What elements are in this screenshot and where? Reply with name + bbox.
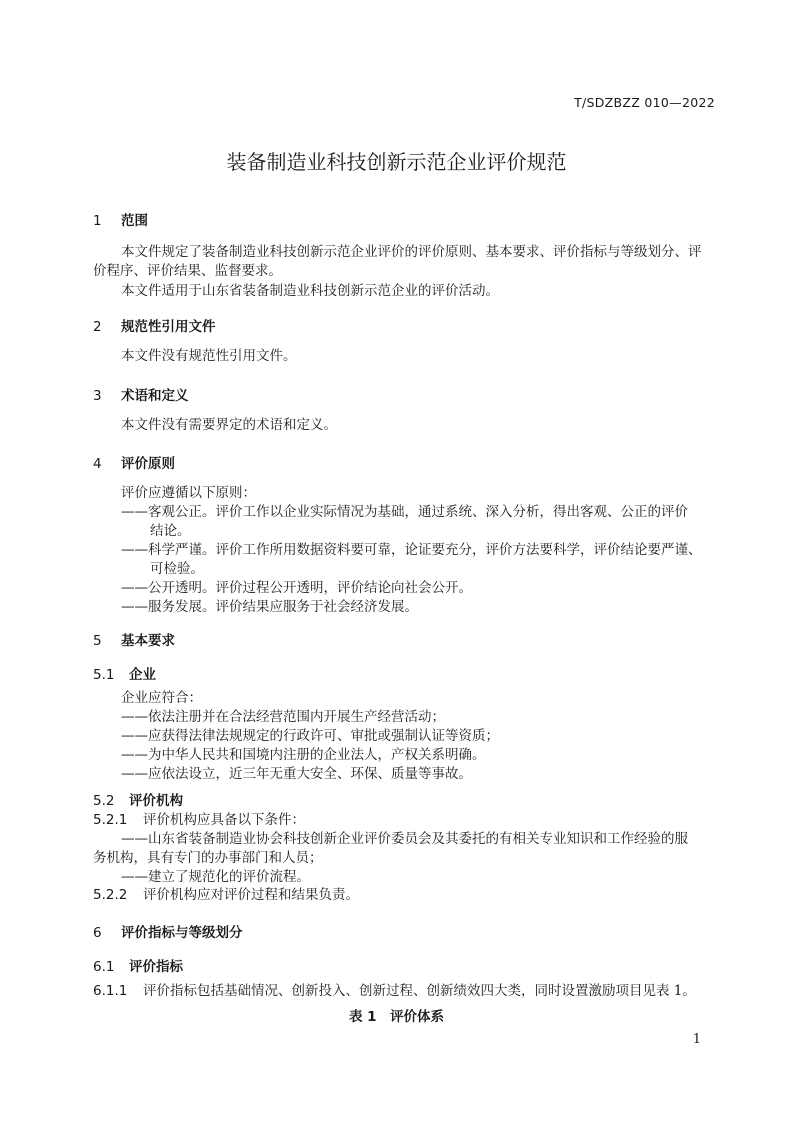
subsection-5-2-heading <box>93 789 183 809</box>
section-title: 评价指标 <box>129 959 183 975</box>
section-number: 1 <box>93 213 102 229</box>
page-title: 装备制造业科技创新示范企业评价规范 <box>226 150 567 174</box>
paragraph: 本文件规定了装备制造业科技创新示范企业评价的评价原则、基本要求、评价指标与等级划分、评 <box>121 244 702 260</box>
section-number: 4 <box>93 456 102 472</box>
list-intro: 评价应遵循以下原则： <box>121 485 256 501</box>
list-item: ——应依法设立，近三年无重大安全、环保、质量等事故。 <box>121 766 472 782</box>
list-item: ——客观公正。评价工作以企业实际情况为基础，通过系统、深入分析，得出客观、公正的评价 <box>121 504 688 520</box>
document-number: T/SDZBZZ 010—2022 <box>574 95 715 110</box>
section-title: 评价机构 <box>129 793 183 809</box>
list-item: ——建立了规范化的评价流程。 <box>121 869 310 885</box>
section-title: 术语和定义 <box>121 388 189 404</box>
section-1-heading <box>93 209 148 229</box>
list-item: ——为中华人民共和国境内注册的企业法人，产权关系明确。 <box>121 747 486 763</box>
list-item-continuation: 结论。 <box>150 523 191 539</box>
clause-number: 5.2.2 <box>93 887 128 903</box>
section-number: 5.1 <box>93 667 115 683</box>
section-3-heading <box>93 384 189 404</box>
section-title: 规范性引用文件 <box>121 319 216 335</box>
paragraph-continuation: 价程序、评价结果、监督要求。 <box>93 263 282 279</box>
list-item: ——服务发展。评价结果应服务于社会经济发展。 <box>121 599 418 615</box>
section-6-heading <box>93 921 243 941</box>
clause-5-2-2 <box>93 886 359 905</box>
list-item: ——山东省装备制造业协会科技创新企业评价委员会及其委托的有相关专业知识和工作经验的服 <box>121 831 688 847</box>
section-4-heading <box>93 452 175 472</box>
section-title: 基本要求 <box>121 633 175 649</box>
clause-number: 6.1.1 <box>93 983 128 999</box>
section-title: 范围 <box>121 213 148 229</box>
paragraph: 本文件没有需要界定的术语和定义。 <box>121 417 337 433</box>
section-5-heading <box>93 629 175 649</box>
clause-6-1-1 <box>93 982 696 1001</box>
page-number: 1 <box>692 1032 701 1047</box>
table-caption: 表 1 评价体系 <box>348 1009 445 1025</box>
list-item-continuation: 可检验。 <box>150 561 204 577</box>
list-item: ——公开透明。评价过程公开透明，评价结论向社会公开。 <box>121 580 472 596</box>
paragraph: 本文件适用于山东省装备制造业科技创新示范企业的评价活动。 <box>121 283 499 299</box>
list-intro: 企业应符合： <box>121 690 202 706</box>
list-item: ——应获得法律法规规定的行政许可、审批或强制认证等资质； <box>121 728 499 744</box>
section-title: 评价指标与等级划分 <box>121 925 243 941</box>
clause-text: 评价机构应对评价过程和结果负责。 <box>143 887 359 903</box>
paragraph: 本文件没有规范性引用文件。 <box>121 348 297 364</box>
list-item: ——科学严谨。评价工作所用数据资料要可靠，论证要充分，评价方法要科学，评价结论要严谨、 <box>121 542 702 558</box>
section-title: 评价原则 <box>121 456 175 472</box>
clause-text: 评价机构应具备以下条件： <box>143 812 305 828</box>
subsection-5-1-heading <box>93 663 156 683</box>
section-number: 5.2 <box>93 793 115 809</box>
section-number: 3 <box>93 388 102 404</box>
clause-5-2-1 <box>93 811 305 830</box>
section-number: 6.1 <box>93 959 115 975</box>
section-2-heading <box>93 315 216 335</box>
section-number: 5 <box>93 633 102 649</box>
section-number: 6 <box>93 925 102 941</box>
clause-number: 5.2.1 <box>93 812 128 828</box>
subsection-6-1-heading <box>93 955 183 975</box>
section-title: 企业 <box>129 667 156 683</box>
section-number: 2 <box>93 319 102 335</box>
clause-text: 评价指标包括基础情况、创新投入、创新过程、创新绩效四大类，同时设置激励项目见表 1。 <box>143 983 696 999</box>
list-item-continuation: 务机构，具有专门的办事部门和人员； <box>93 850 323 866</box>
list-item: ——依法注册并在合法经营范围内开展生产经营活动； <box>121 709 445 725</box>
